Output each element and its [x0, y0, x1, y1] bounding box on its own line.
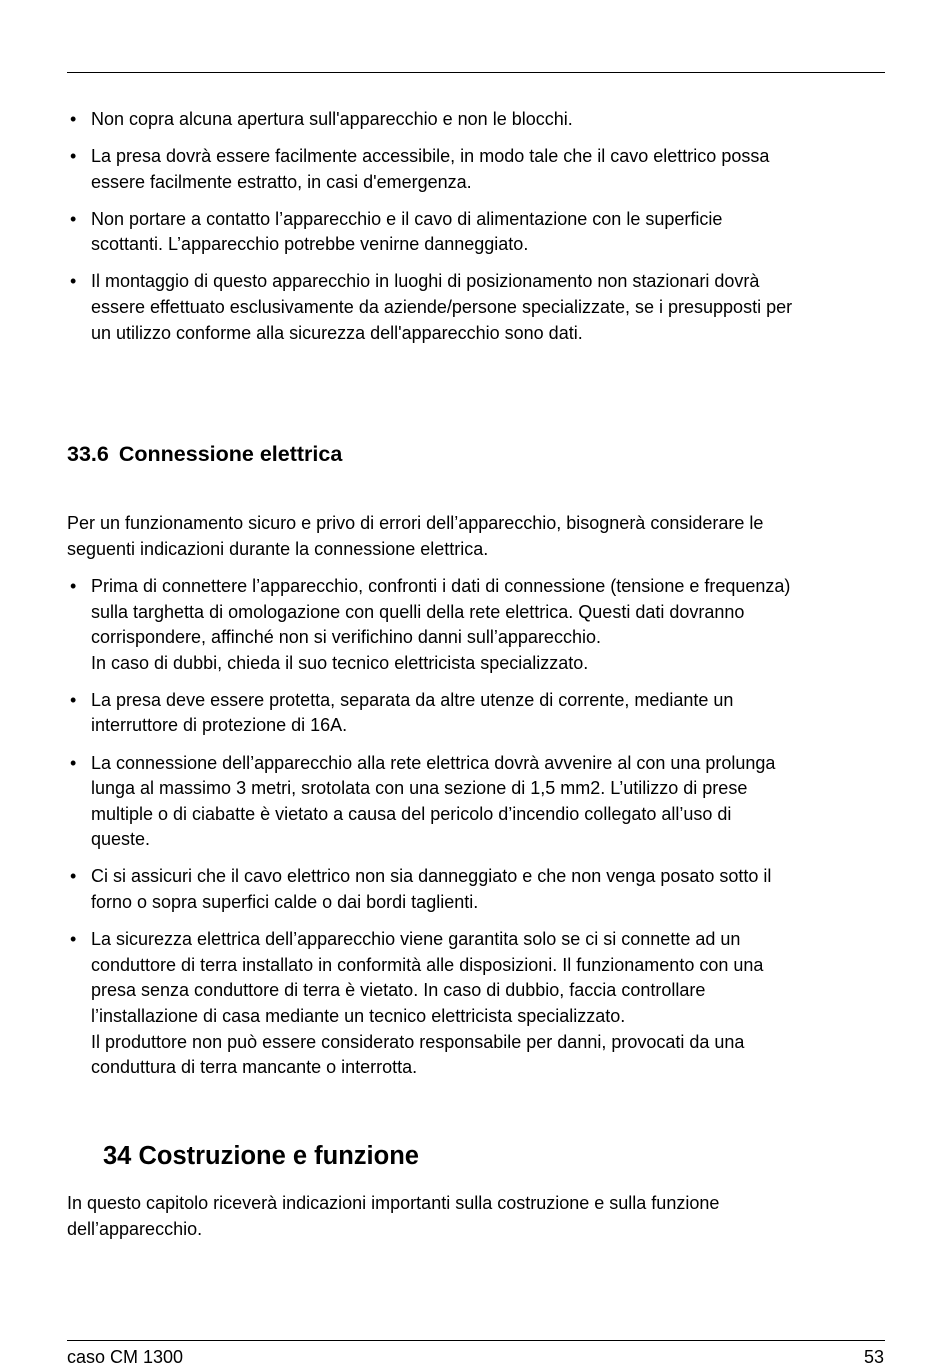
bullet-icon: •: [70, 271, 77, 292]
list-item: [67, 207, 889, 258]
list-item: [67, 751, 889, 853]
list-item-line: conduttura di terra mancante o interrotta.: [91, 1057, 418, 1078]
bullet-icon: •: [70, 109, 77, 129]
electrical-list: [67, 574, 889, 1092]
paragraph-line: dell’apparecchio.: [67, 1218, 203, 1239]
section-title: Connessione elettrica: [118, 442, 343, 466]
section-intro-33-6: [67, 511, 889, 562]
bullet-icon: •: [70, 208, 77, 229]
bullet-icon: •: [70, 929, 77, 950]
bullet-icon: •: [70, 576, 77, 596]
section-heading-33-6: [67, 440, 342, 468]
list-item-line: presa senza conduttore di terra è vietato. In caso di dubbio, faccia controllare: [91, 980, 706, 1001]
section-number: 33.6: [67, 442, 109, 466]
bullet-icon: •: [70, 146, 77, 167]
safety-list: [67, 107, 889, 358]
paragraph-line: Per un funzionamento sicuro e privo di errori dell’apparecchio, bisognerà considerare le: [67, 513, 764, 533]
list-item: [67, 107, 889, 133]
list-item-line: Prima di connettere l’apparecchio, confronti i dati di connessione (tensione e frequenza): [91, 576, 791, 596]
list-item-line: queste.: [91, 829, 151, 850]
list-item-line: Il produttore non può essere considerato responsabile per danni, provocati da una: [91, 1031, 745, 1052]
bullet-icon: •: [70, 689, 77, 710]
list-item: [67, 927, 889, 1081]
list-item-line: La sicurezza elettrica dell’apparecchio viene garantita solo se ci si connette ad un: [91, 929, 741, 950]
bullet-icon: •: [70, 866, 77, 887]
list-item: [67, 688, 889, 739]
paragraph-line: In questo capitolo riceverà indicazioni importanti sulla costruzione e sulla funzione: [67, 1193, 720, 1213]
list-item-line: La connessione dell’apparecchio alla rete elettrica dovrà avvenire al con una prolunga: [91, 752, 776, 773]
list-item-line: Non portare a contatto l’apparecchio e il cavo di alimentazione con le superficie: [91, 208, 723, 229]
list-item-line: In caso di dubbi, chieda il suo tecnico elettricista specializzato.: [91, 652, 589, 673]
list-item-line: lunga al massimo 3 metri, srotolata con una sezione di 1,5 mm2. L’utilizzo di prese: [91, 778, 748, 799]
list-item-line: La presa dovrà essere facilmente accessibile, in modo tale che il cavo elettrico possa: [91, 146, 770, 167]
list-item-line: essere effettuato esclusivamente da aziende/persone specializzate, se i presupposti per: [91, 297, 793, 318]
list-item-line: l’installazione di casa mediante un tecnico elettricista specializzato.: [91, 1005, 626, 1026]
footer-page-number: 53: [863, 1347, 884, 1367]
list-item-line: scottanti. L’apparecchio potrebbe venirne danneggiato.: [91, 234, 529, 255]
chapter-heading-34: 34 Costruzione e funzione: [103, 1142, 419, 1170]
bullet-icon: •: [70, 752, 77, 773]
list-item: [67, 269, 889, 346]
list-item-line: Ci si assicuri che il cavo elettrico non sia danneggiato e che non venga posato sotto il: [91, 866, 772, 887]
list-item: [67, 864, 889, 915]
list-item-line: multiple o di ciabatte è vietato a causa del pericolo d’incendio collegato all’uso di: [91, 803, 732, 824]
list-item: [67, 144, 889, 195]
list-item-line: essere facilmente estratto, in casi d'emergenza.: [91, 171, 472, 192]
list-item: [67, 574, 889, 676]
list-item-line: sulla targhetta di omologazione con quelli della rete elettrica. Questi dati dovranno: [91, 601, 745, 622]
list-item-line: conduttore di terra installato in conformità alle disposizioni. Il funzionamento con una: [91, 954, 764, 975]
list-item-line: forno o sopra superfici calde o dai bordi taglienti.: [91, 892, 479, 913]
chapter-intro-34: [67, 1191, 889, 1242]
list-item-line: La presa deve essere protetta, separata da altre utenze di corrente, mediante un: [91, 689, 734, 710]
list-item-line: Non copra alcuna apertura sull'apparecchio e non le blocchi.: [91, 109, 573, 129]
list-item-line: un utilizzo conforme alla sicurezza dell'apparecchio sono dati.: [91, 322, 583, 343]
footer-product-name: caso CM 1300: [67, 1347, 184, 1367]
header-rule: [67, 72, 885, 73]
list-item-line: corrispondere, affinché non si verifichino danni sull’apparecchio.: [91, 627, 601, 648]
footer-rule: [67, 1340, 885, 1341]
list-item-line: interruttore di protezione di 16A.: [91, 715, 348, 736]
list-item-line: Il montaggio di questo apparecchio in luoghi di posizionamento non stazionari dovrà: [91, 271, 760, 292]
paragraph-line: seguenti indicazioni durante la connessione elettrica.: [67, 538, 489, 559]
